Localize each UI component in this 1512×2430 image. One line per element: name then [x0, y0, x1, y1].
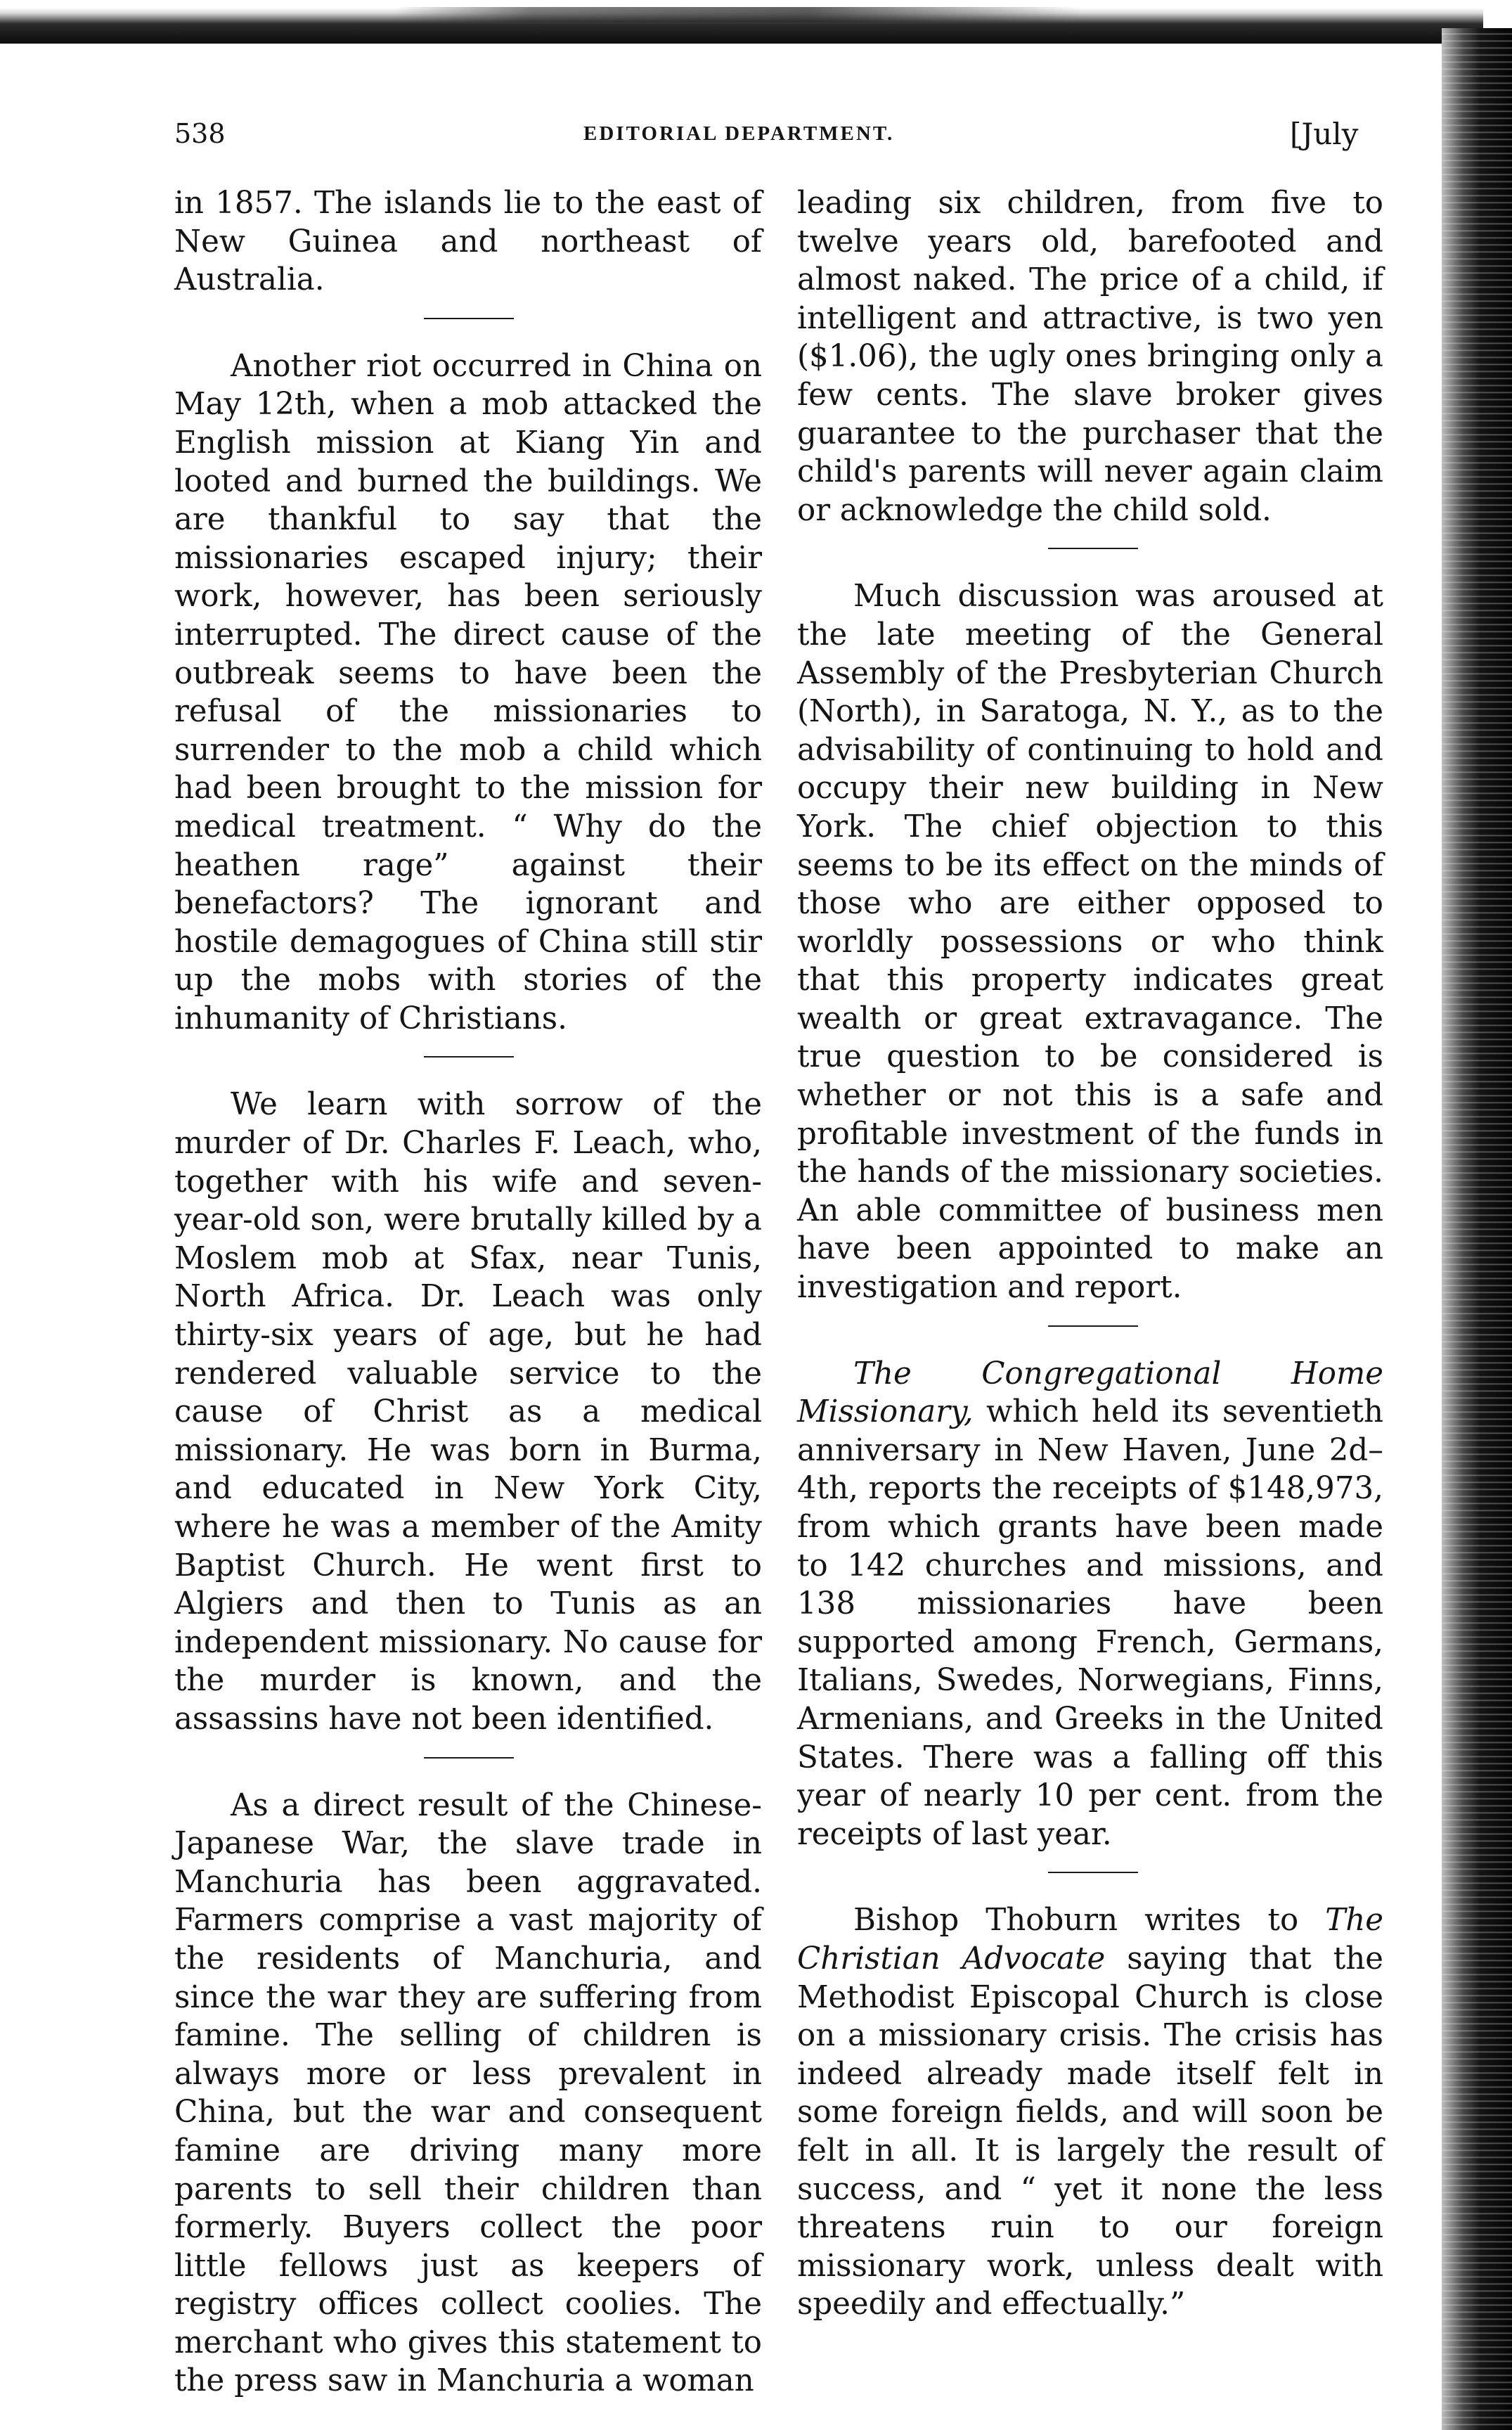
scan-right-edge: [1442, 28, 1512, 2430]
paragraph-thoburn: Bishop Thoburn writes to The Christian Advocate saying that the Methodist Episcopal Church is close on a missionary crisis. The crisis has indeed already made itself felt in some foreign fields, and will soon be felt in all. It is largely the result of success, and “ yet it none the less threatens ruin to our foreign missionary work, unless dealt with speedily and effectually.”: [797, 1903, 1384, 2322]
running-head: EDITORIAL DEPARTMENT.: [583, 122, 895, 145]
left-column: [174, 184, 762, 2400]
paragraph-congregational: The Congregational Home Missionary, which held its seventieth anniversary in New Haven, June 2d–4th, reports the receipts of $148,973, from which grants have been made to 142 churches and missions, and 138 missionaries have been supported among French, Germans, Italians, Swedes, Norwegians, Finns, Armenians, and Greeks in the United States. There was a falling off this year of nearly 10 per cent. from the receipts of last year.: [797, 1356, 1383, 1852]
section-rule: [1048, 1872, 1138, 1873]
right-column: [797, 184, 1383, 2324]
paragraph-islands: in 1857. The islands lie to the east of New Guinea and northeast of Australia.: [174, 186, 762, 298]
publication-title: The Christian Advocate: [797, 1903, 1383, 1976]
issue-month: [July: [1290, 117, 1359, 151]
section-rule: [1048, 548, 1138, 549]
section-rule: [424, 1757, 514, 1759]
paragraph-manchuria-cont: leading six children, from five to twelve years old, barefooted and almost naked. The price of a child, if intelligent and attractive, is two yen ($1.06), the ugly ones bringing only a few cents. The slave broker gives guarantee to the purchaser that the child's parents will never again claim or acknowledge the child sold.: [797, 186, 1383, 528]
paragraph-presbyterian: Much discussion was aroused at the late meeting of the General Assembly of the Presbyterian Church (North), in Saratoga, N. Y., as to the advisability of continuing to hold and occupy their new building in New York. The chief objection to this seems to be its effect on the minds of those who are either opposed to worldly possessions or who think that this property indicates great wealth or great extravagance. The true question to be considered is whether or not this is a safe and profitable investment of the funds in the hands of the missionary societies. An able committee of business men have been appointed to make an investigation and report.: [797, 579, 1383, 1306]
page-header: [0, 0, 1512, 183]
paragraph-china-riot: Another riot occurred in China on May 12th, when a mob attacked the English mission at Kiang Yin and looted and burned the buildings. We are thankful to say that the missionaries escaped injury; their work, however, has been seriously interrupted. The direct cause of the outbreak seems to have been the refusal of the missionaries to surrender to the mob a child which had been brought to the mission for medical treatment. “ Why do the heathen rage” against their benefactors? The ignorant and hostile demagogues of China still stir up the mobs with stories of the inhumanity of Christians.: [174, 348, 762, 1036]
paragraph-manchuria: As a direct result of the Chinese-Japanese War, the slave trade in Manchuria has been aggravated. Farmers comprise a vast majority of the residents of Manchuria, and since the war they are suffering from famine. The selling of children is always more or less prevalent in China, but the war and consequent famine are driving many more parents to sell their children than formerly. Buyers collect the poor little fellows just as keepers of registry offices collect coolies. The merchant who gives this statement to the press saw in Manchuria a woman: [174, 1787, 762, 2399]
section-rule: [424, 1056, 514, 1058]
publication-title: The Congregational Home Missionary,: [797, 1356, 1383, 1430]
section-rule: [424, 318, 514, 319]
section-rule: [1048, 1325, 1138, 1327]
page-number: 538: [174, 118, 226, 149]
paragraph-leach-murder: We learn with sorrow of the murder of Dr. Charles F. Leach, who, together with his wife and seven-year-old son, were brutally killed by a Moslem mob at Sfax, near Tunis, North Africa. Dr. Leach was only thirty-six years of age, but he had rendered valuable service to the cause of Christ as a medical missionary. He was born in Burma, and educated in New York City, where he was a member of the Amity Baptist Church. He went first to Algiers and then to Tunis as an independent missionary. No cause for the murder is known, and the assassins have not been identified.: [174, 1087, 762, 1737]
